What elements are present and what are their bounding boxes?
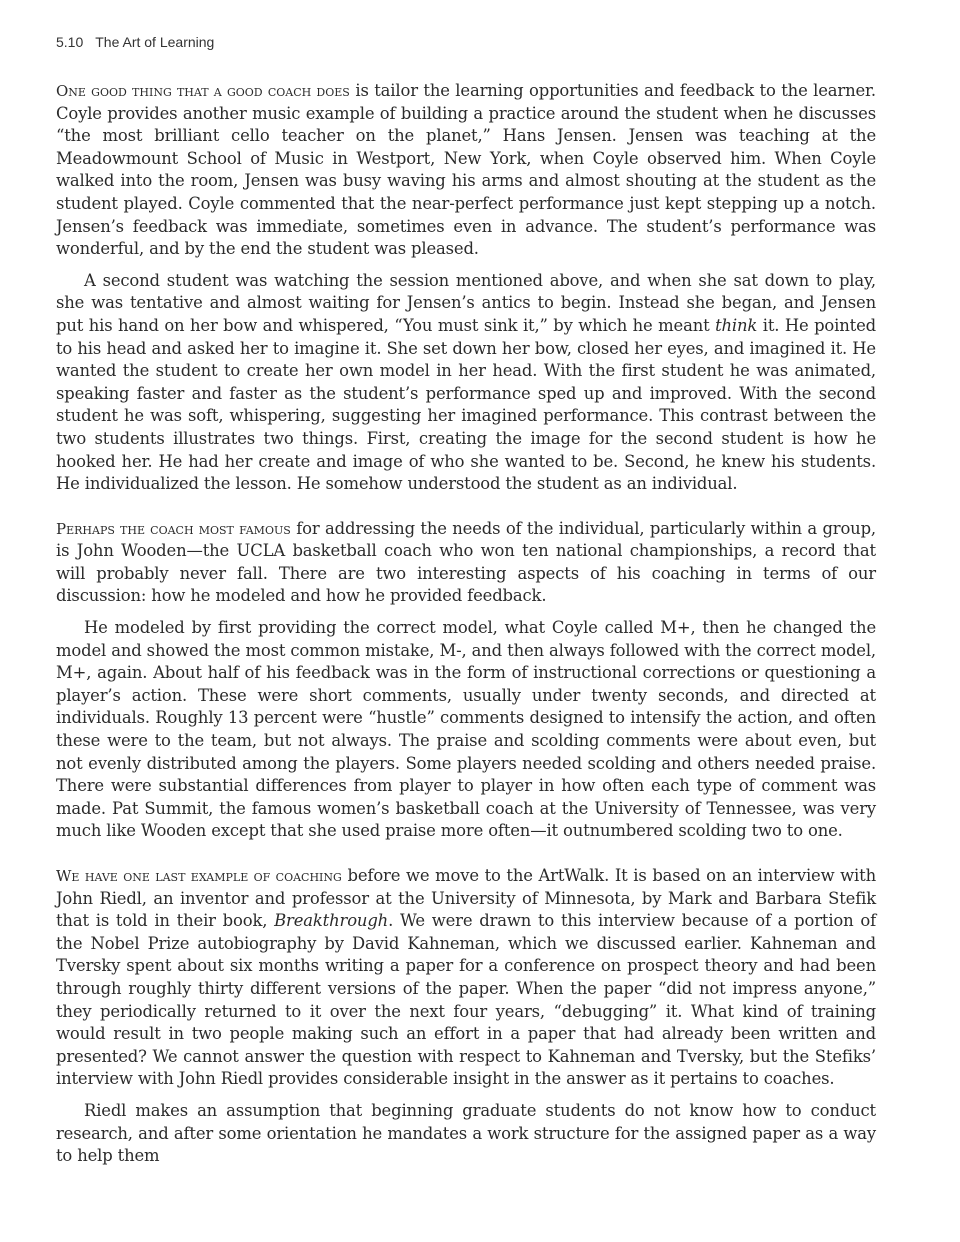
paragraph-5 (56, 865, 876, 1091)
paragraph-text: Riedl makes an assumption that beginning graduate students do not know how to conduct research, and after some orientation he mandates a work structure for the assigned paper as a way to help them (56, 1100, 876, 1166)
paragraph-1 (56, 80, 876, 261)
book-title-italic: Breakthrough (274, 911, 389, 931)
page-number: 5.10 (56, 34, 84, 50)
paragraph-text: He modeled by first providing the correct model, what Coyle called M+, then he changed the model and showed the most common mistake, M-, and then always followed with the correct model, M+, again. About half of his feedback was in the form of instructional corrections or questioning a player’s action. These were short comments, usually under twenty seconds, and directed at individuals. Roughly 13 percent were “hustle” comments designed to intensify the action, and often these were to the team, but not always. The praise and scolding comments were about even, but not evenly distributed among the players. Some players needed scolding and others needed praise. There were substantial differences from player to player in how often each type of comment was made. Pat Summit, the famous women’s basketball coach at the University of Tennessee, was very much like Wooden except that she used praise more often—it outnumbered scolding two to one. (56, 618, 876, 841)
paragraph-text: A second student was watching the session mentioned above, and when she sat down to play, she was tentative and almost waiting for Jensen’s antics to begin. Instead she began, and Jensen put his hand on her bow and whispered, “You must sink it,” by which he meant (56, 270, 876, 335)
paragraph-3 (56, 518, 876, 608)
section-lead-in: One good thing that a good coach does (56, 82, 350, 100)
book-title: The Art of Learning (95, 34, 215, 50)
section-lead-in: We have one last example of coaching (56, 867, 342, 885)
paragraph-text: before we move to the ArtWalk. It is based on an interview with John Riedl, an inventor and professor at the University of Minnesota, by Mark and Barbara Stefik that is told in their book, (56, 866, 876, 931)
paragraph-text: is tailor the learning opportunities and feedback to the learner. Coyle provides another music example of building a practice around the student when he discusses “the most brilliant cello teacher on the planet,” Hans Jensen. Jensen was teaching at the Meadowmount School of Music in Westport, New York, when Coyle observed him. When Coyle walked into the room, Jensen was busy waving his arms and almost shouting at the student as the student played. Coyle commented that the near-perfect performance just kept stepping up a notch. Jensen’s feedback was immediate, sometimes even in advance. The student’s performance was wonderful, and by the end the student was pleased. (56, 81, 876, 259)
paragraph-4 (56, 617, 876, 843)
italic-word: think (715, 315, 758, 335)
section-lead-in: Perhaps the coach most famous (56, 519, 291, 538)
paragraph-2 (56, 270, 876, 496)
paragraph-6 (56, 1100, 876, 1168)
running-head (56, 34, 214, 50)
paragraph-text: it. He pointed to his head and asked her to imagine it. She set down her bow, closed her eyes, and imagined it. He wanted the student to create her own model in her head. With the first student he was animated, speaking faster and faster as the student’s performance sped up and improved. With the second student he was soft, whispering, suggesting her imagined performance. This contrast between the two students illustrates two things. First, creating the image for the second student is how he hooked her. He had her create and image of who she wanted to be. Second, he knew his students. He individualized the lesson. He somehow understood the student as an individual. (56, 315, 876, 494)
paragraph-text: . We were drawn to this interview because of a portion of the Nobel Prize autobiography by David Kahneman, which we discussed earlier. Kahneman and Tversky spent about six months writing a paper for a conference on prospect theory and had been through roughly thirty different versions of the paper. When the paper “did not impress anyone,” they periodically returned to it over the next four years, “debugging” it. What kind of training would result in two people making such an effort in a paper that had already been written and presented? We cannot answer the question with respect to Kahneman and Tversky, but the Stefiks’ interview with John Riedl provides considerable insight in the answer as it pertains to coaches. (56, 911, 877, 1089)
body-text (56, 80, 876, 1168)
paragraph-text: for addressing the needs of the individual, particularly within a group, is John Wooden—the UCLA basketball coach who won ten national championships, a record that will probably never fall. There are two interesting aspects of his coaching in terms of our discussion: how he modeled and how he provided feedback. (56, 518, 876, 606)
